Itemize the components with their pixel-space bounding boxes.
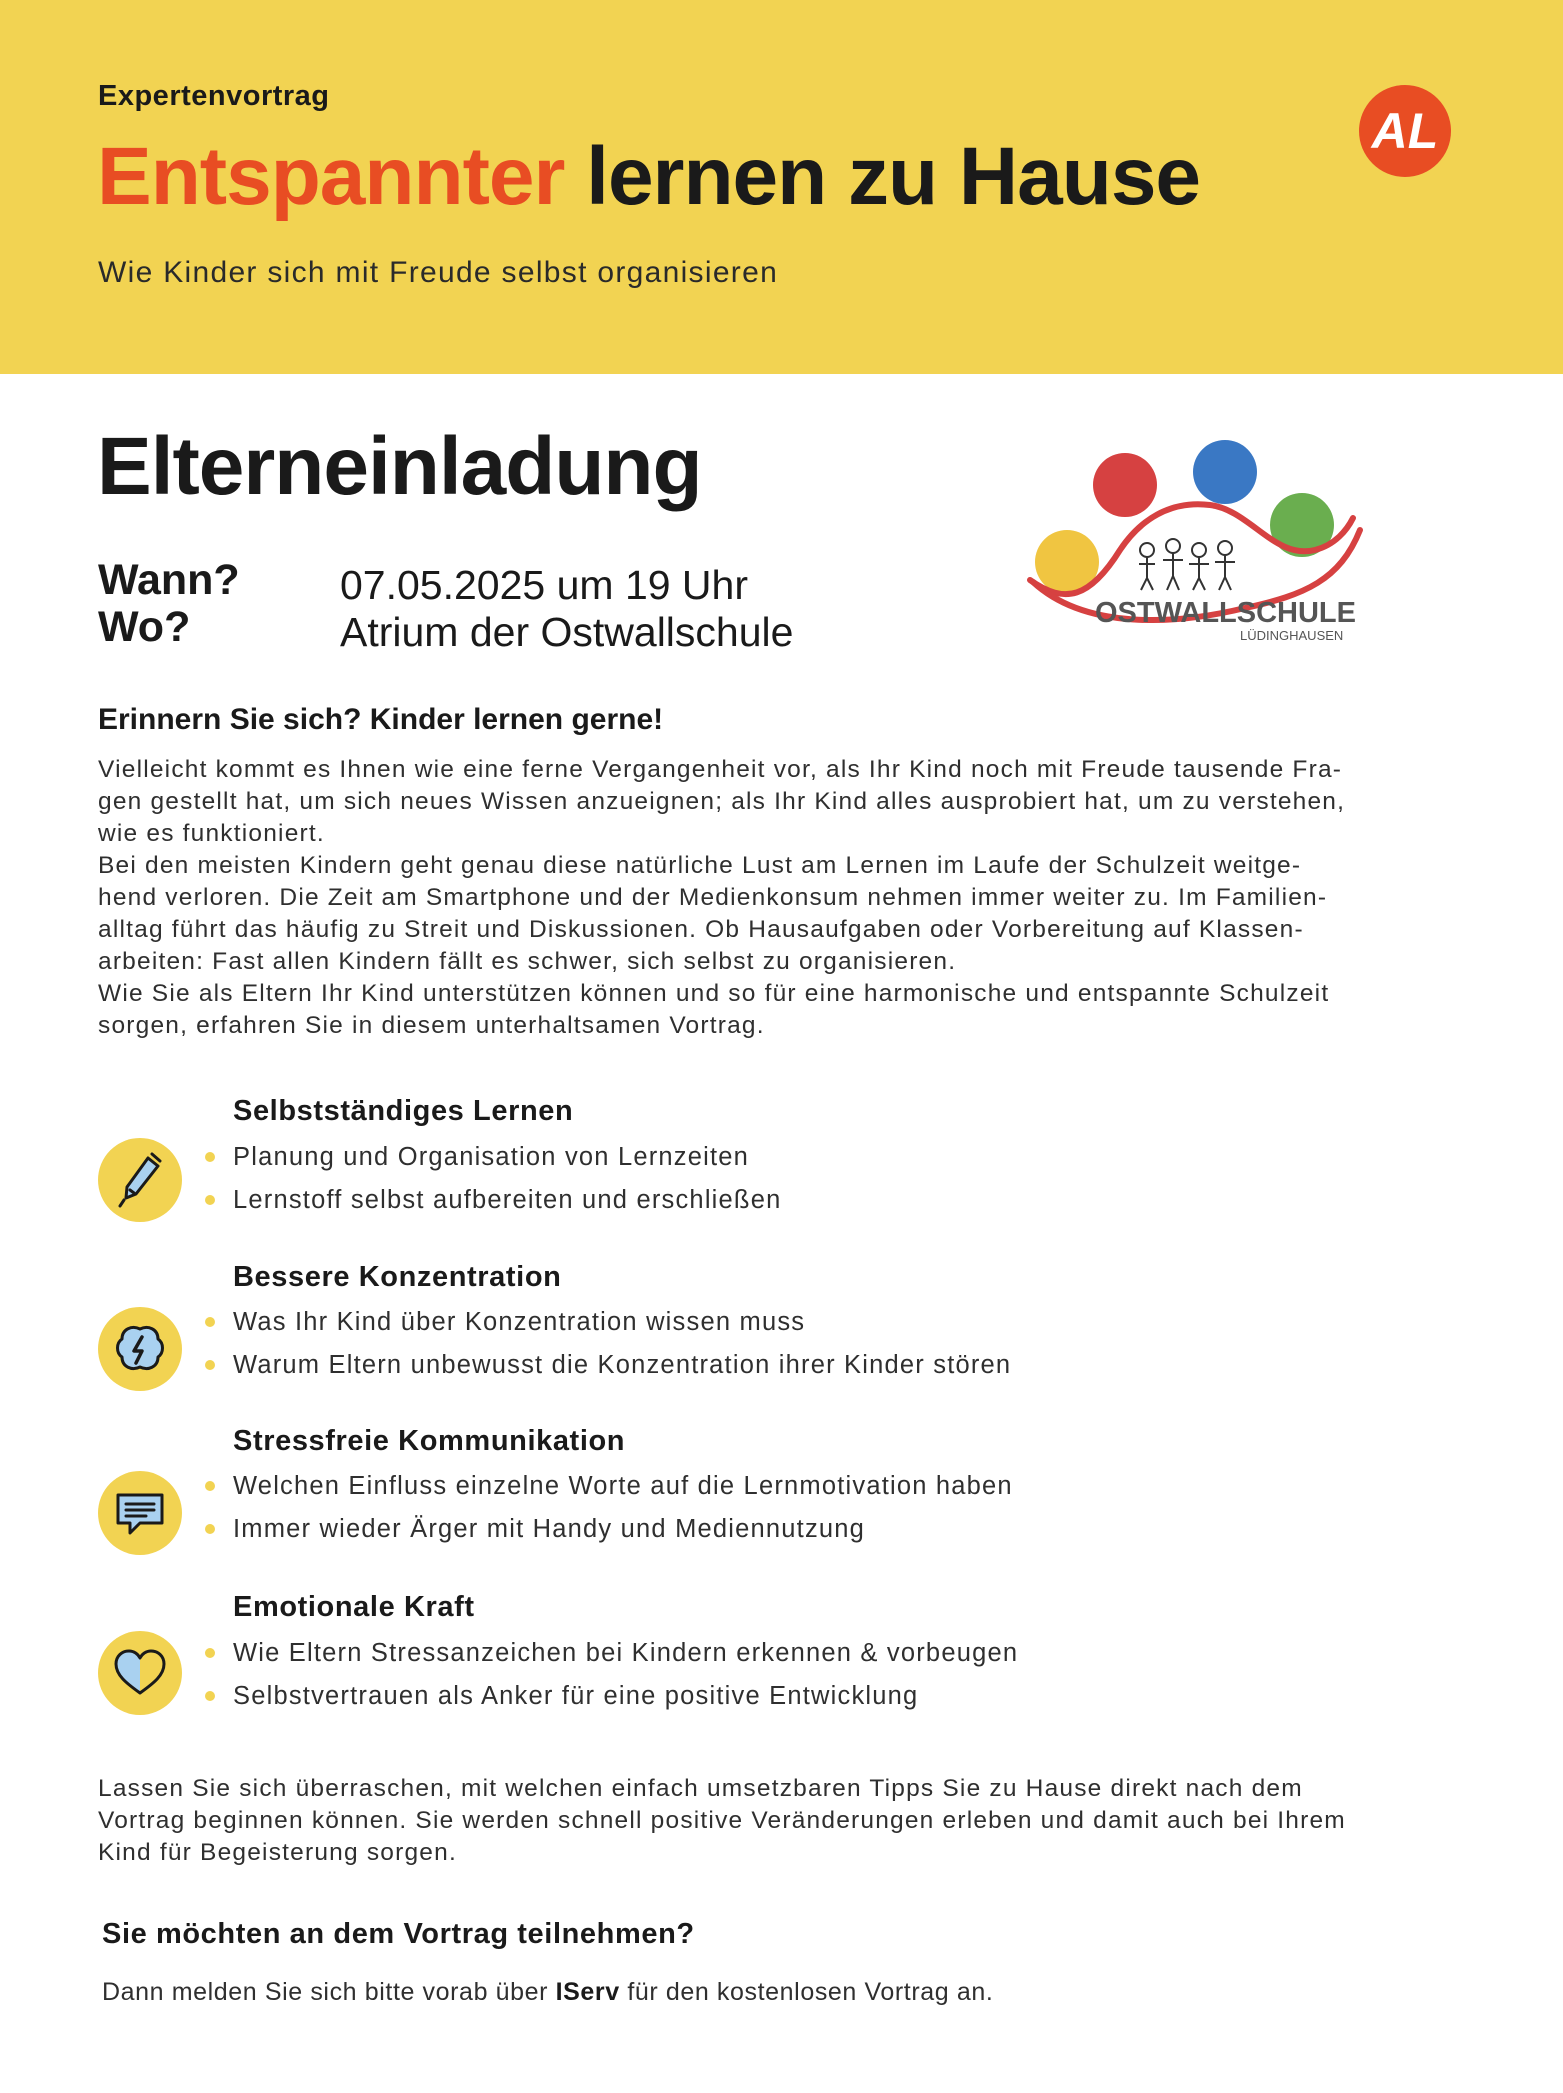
when-label: Wann?	[98, 556, 240, 604]
heart-icon	[98, 1631, 182, 1715]
intro-line: Bei den meisten Kindern geht genau diese natürliche Lust am Lernen im Laufe der Schulzeit weitge-	[98, 852, 1302, 879]
bullet-dot	[205, 1524, 215, 1534]
pen-icon	[98, 1138, 182, 1222]
intro-line: gen gestellt hat, um sich neues Wissen anzueignen; als Ihr Kind alles ausprobiert hat, um zu verstehen,	[98, 788, 1346, 815]
iserv-label: IServ	[555, 1978, 620, 2006]
invitation-title: Elterneinladung	[97, 421, 702, 512]
al-logo-text: AL	[1371, 103, 1439, 159]
bullet-dot	[205, 1152, 215, 1162]
feature-bullet: Welchen Einfluss einzelne Worte auf die Lernmotivation haben	[233, 1472, 1013, 1500]
feature-heading: Bessere Konzentration	[233, 1261, 562, 1293]
intro-line: alltag führt das häufig zu Streit und Diskussionen. Ob Hausaufgaben oder Vorbereitung auf Klassen-	[98, 916, 1304, 943]
bullet-dot	[205, 1648, 215, 1658]
feature-bullet: Warum Eltern unbewusst die Konzentration ihrer Kinder stören	[233, 1351, 1012, 1379]
feature-emotionale-kraft	[0, 1591, 1563, 1761]
title-rest: lernen zu Hause	[564, 131, 1201, 222]
feature-bullet: Planung und Organisation von Lernzeiten	[233, 1143, 750, 1171]
outro-paragraph	[98, 1773, 1478, 1869]
cta-heading: Sie möchten an dem Vortrag teilnehmen?	[102, 1918, 695, 1950]
outro-line: Vortrag beginnen können. Sie werden schnell positive Veränderungen erleben und damit auch bei Ihrem	[98, 1807, 1346, 1834]
cta-text-before: Dann melden Sie sich bitte vorab über	[102, 1978, 556, 2006]
school-logo-icon	[1025, 430, 1365, 650]
feature-selbststaendiges-lernen	[0, 1095, 1563, 1265]
feature-stressfreie-kommunikation	[0, 1425, 1563, 1595]
header-banner	[0, 0, 1563, 374]
bullet-dot	[205, 1195, 215, 1205]
feature-bessere-konzentration	[0, 1261, 1563, 1431]
feature-heading: Emotionale Kraft	[233, 1591, 475, 1623]
event-kicker: Expertenvortrag	[98, 80, 330, 112]
intro-line: hend verloren. Die Zeit am Smartphone und der Medienkonsum nehmen immer weiter zu. Im Familien-	[98, 884, 1328, 911]
feature-bullet: Was Ihr Kind über Konzentration wissen muss	[233, 1308, 806, 1336]
school-town: LÜDINGHAUSEN	[1240, 628, 1344, 643]
chat-icon	[98, 1471, 182, 1555]
brain-icon	[98, 1307, 182, 1391]
page-subtitle: Wie Kinder sich mit Freude selbst organisieren	[98, 256, 779, 289]
intro-line: sorgen, erfahren Sie in diesem unterhaltsamen Vortrag.	[98, 1012, 765, 1039]
outro-line: Kind für Begeisterung sorgen.	[98, 1839, 457, 1866]
intro-line: Wie Sie als Eltern Ihr Kind unterstützen können und so für eine harmonische und entspannte Schulzeit	[98, 980, 1330, 1007]
bullet-dot	[205, 1481, 215, 1491]
feature-heading: Stressfreie Kommunikation	[233, 1425, 626, 1457]
intro-paragraph	[98, 754, 1478, 1042]
school-name: OSTWALLSCHULE	[1095, 597, 1356, 629]
title-accent: Entspannter	[97, 131, 565, 222]
feature-bullet: Selbstvertrauen als Anker für eine positive Entwicklung	[233, 1682, 919, 1710]
feature-bullet: Lernstoff selbst aufbereiten und erschließen	[233, 1186, 782, 1214]
where-value: Atrium der Ostwallschule	[340, 609, 794, 655]
intro-line: Vielleicht kommt es Ihnen wie eine ferne Vergangenheit vor, als Ihr Kind noch mit Freude tausende Fra-	[98, 756, 1343, 783]
outro-line: Lassen Sie sich überraschen, mit welchen einfach umsetzbaren Tipps Sie zu Hause direkt nach dem	[98, 1775, 1303, 1802]
page-title	[97, 130, 1200, 224]
feature-bullet: Wie Eltern Stressanzeichen bei Kindern erkennen & vorbeugen	[233, 1639, 1019, 1667]
bullet-dot	[205, 1317, 215, 1327]
intro-heading: Erinnern Sie sich? Kinder lernen gerne!	[98, 703, 664, 736]
feature-heading: Selbstständiges Lernen	[233, 1095, 574, 1127]
children-drawing-icon	[1139, 539, 1235, 590]
where-label: Wo?	[98, 603, 191, 651]
bullet-dot	[205, 1360, 215, 1370]
intro-line: wie es funktioniert.	[98, 820, 325, 847]
when-value: 07.05.2025 um 19 Uhr	[340, 562, 748, 608]
bullet-dot	[205, 1691, 215, 1701]
cta-text	[102, 1978, 993, 2007]
al-logo-icon	[1358, 84, 1452, 178]
cta-text-after: für den kostenlosen Vortrag an.	[619, 1978, 994, 2006]
feature-bullet: Immer wieder Ärger mit Handy und Mediennutzung	[233, 1515, 866, 1543]
intro-line: arbeiten: Fast allen Kindern fällt es schwer, sich selbst zu organisieren.	[98, 948, 957, 975]
